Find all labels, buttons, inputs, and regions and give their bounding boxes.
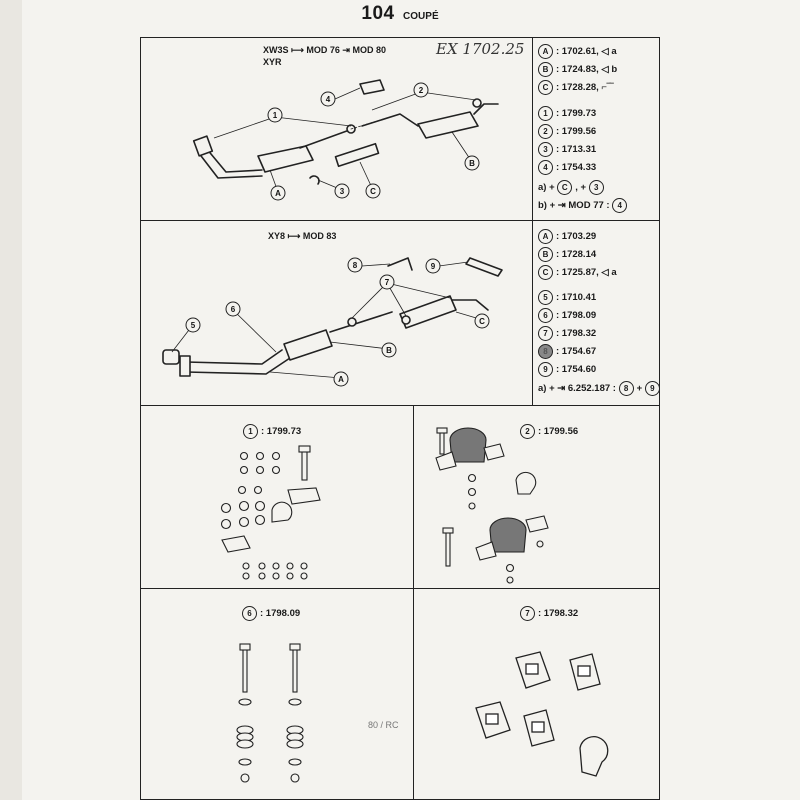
svg-text:C: C: [370, 187, 376, 196]
svg-text:2: 2: [418, 86, 424, 95]
note-marker-3: 3: [589, 180, 604, 195]
kit-7-parts: [476, 652, 608, 776]
section1-callout-b: [465, 156, 479, 170]
section1-callout-1: [268, 108, 282, 122]
svg-text:B: B: [386, 346, 392, 355]
section2-note-a: a) + ⇥ 6.252.187 : 8 + 9: [538, 381, 660, 396]
strap-9: [466, 258, 502, 276]
section2-callout-5: [186, 318, 200, 332]
leader-lines-2: [172, 262, 483, 378]
code-value: : 1724.83, ◁ b: [556, 64, 618, 75]
note-marker-9: 9: [645, 381, 660, 396]
kit-2-parts: [436, 428, 548, 583]
code-marker: A: [538, 44, 553, 59]
section1-note-a: a) + C , + 3: [538, 180, 607, 195]
section2-callout-6: [226, 302, 240, 316]
svg-text:4: 4: [325, 95, 331, 104]
code-marker: 2: [538, 124, 553, 139]
center-pipe: [330, 312, 392, 332]
code-value: : 1798.32: [556, 328, 597, 339]
code-value: : 1702.61, ◁ a: [556, 46, 617, 57]
section1-callout-c: [366, 184, 380, 198]
svg-text:8: 8: [352, 261, 358, 270]
code-value: : 1703.29: [556, 231, 597, 242]
code-marker: 5: [538, 290, 553, 305]
code-value: : 1713.31: [556, 144, 597, 155]
rear-silencer: [418, 112, 478, 138]
rear-pipe: [362, 114, 418, 126]
section1-callout-a: [271, 186, 285, 200]
code-marker: B: [538, 247, 553, 262]
downpipe-upper: [186, 350, 282, 364]
svg-text:A: A: [338, 375, 344, 384]
code-value: : 1799.73: [556, 108, 597, 119]
downpipe-gasket: [163, 350, 179, 364]
downpipe-lower: [186, 358, 290, 374]
section2-callout-a: [334, 372, 348, 386]
kit-header-2: 2 : 1799.56: [520, 424, 578, 439]
svg-text:3: 3: [339, 187, 345, 196]
code-value: : 1710.41: [556, 292, 597, 303]
code-value: : 1725.87, ◁ a: [556, 267, 617, 278]
svg-text:1: 1: [272, 111, 278, 120]
connecting-sleeve: [335, 144, 378, 166]
section2-callout-8: [348, 258, 362, 272]
code-value: : 1728.14: [556, 249, 597, 260]
code-marker: 1: [538, 106, 553, 121]
body-type: COUPÉ: [403, 11, 439, 22]
exhaust-system-2: [163, 258, 502, 376]
code-value: : 1754.67: [556, 346, 597, 357]
section1-applicability: XW3S ⟼ MOD 76 ⇥ MOD 80: [263, 45, 386, 55]
code-value: : 1799.56: [556, 126, 597, 137]
note-marker-8: 8: [619, 381, 634, 396]
kit-6-parts: [237, 644, 303, 782]
tail-pipe-2: [452, 300, 488, 310]
svg-text:6: 6: [230, 305, 236, 314]
svg-text:B: B: [469, 159, 475, 168]
code-marker: 6: [538, 308, 553, 323]
model-number: 104: [361, 3, 395, 24]
code-marker: 4: [538, 160, 553, 175]
front-downpipe-2: [206, 148, 262, 172]
code-marker: C: [538, 265, 553, 280]
code-marker: 8: [538, 344, 553, 359]
svg-text:9: 9: [430, 262, 436, 271]
code-marker: 7: [538, 326, 553, 341]
code-value: : 1754.33: [556, 162, 597, 173]
handwritten-note: EX 1702.25: [436, 40, 525, 58]
code-value: : 1754.60: [556, 364, 597, 375]
bracket-8: [388, 258, 412, 270]
hanger-1: [348, 318, 356, 326]
section1-applicability-2: XYR: [263, 57, 282, 67]
kit-header-6: 6 : 1798.09: [242, 606, 300, 621]
code-marker: B: [538, 62, 553, 77]
section2-callout-c: [475, 314, 489, 328]
svg-text:C: C: [479, 317, 485, 326]
code-marker: 3: [538, 142, 553, 157]
svg-text:7: 7: [384, 278, 390, 287]
note-marker-4: 4: [612, 198, 627, 213]
pencil-note: 80 / RC: [368, 720, 399, 730]
section2-callout-7: [380, 275, 394, 289]
manifold-flange: [194, 136, 213, 156]
section2-applicability: XY8 ⟼ MOD 83: [268, 231, 337, 241]
svg-text:A: A: [275, 189, 281, 198]
center-silencer: [284, 330, 332, 360]
code-value: : 1798.09: [556, 310, 597, 321]
clamp-ring: [310, 176, 319, 184]
kit-header-7: 7 : 1798.32: [520, 606, 578, 621]
hanger-2: [402, 316, 410, 324]
section1-callout-2: [414, 83, 428, 97]
rubber-mount: [360, 80, 384, 94]
kit-1-parts: [222, 446, 321, 579]
section1-callout-3: [335, 184, 349, 198]
section2-callout-9: [426, 259, 440, 273]
rear-hanger: [473, 99, 481, 107]
section1-callout-4: [321, 92, 335, 106]
section1-note-b: b) + ⇥ MOD 77 : 4: [538, 198, 630, 213]
section1-callouts: [268, 83, 479, 200]
section2-callouts: [186, 258, 489, 386]
front-silencer: [258, 146, 313, 172]
downpipe-flange: [180, 356, 190, 376]
code-marker: C: [538, 80, 553, 95]
code-marker: A: [538, 229, 553, 244]
code-marker: 9: [538, 362, 553, 377]
code-value: : 1728.28, ⌐‾‾: [556, 82, 614, 93]
front-downpipe-1: [198, 152, 262, 178]
svg-text:5: 5: [190, 321, 196, 330]
section2-callout-b: [382, 343, 396, 357]
kit-header-1: 1 : 1799.73: [243, 424, 301, 439]
note-marker-c: C: [557, 180, 572, 195]
